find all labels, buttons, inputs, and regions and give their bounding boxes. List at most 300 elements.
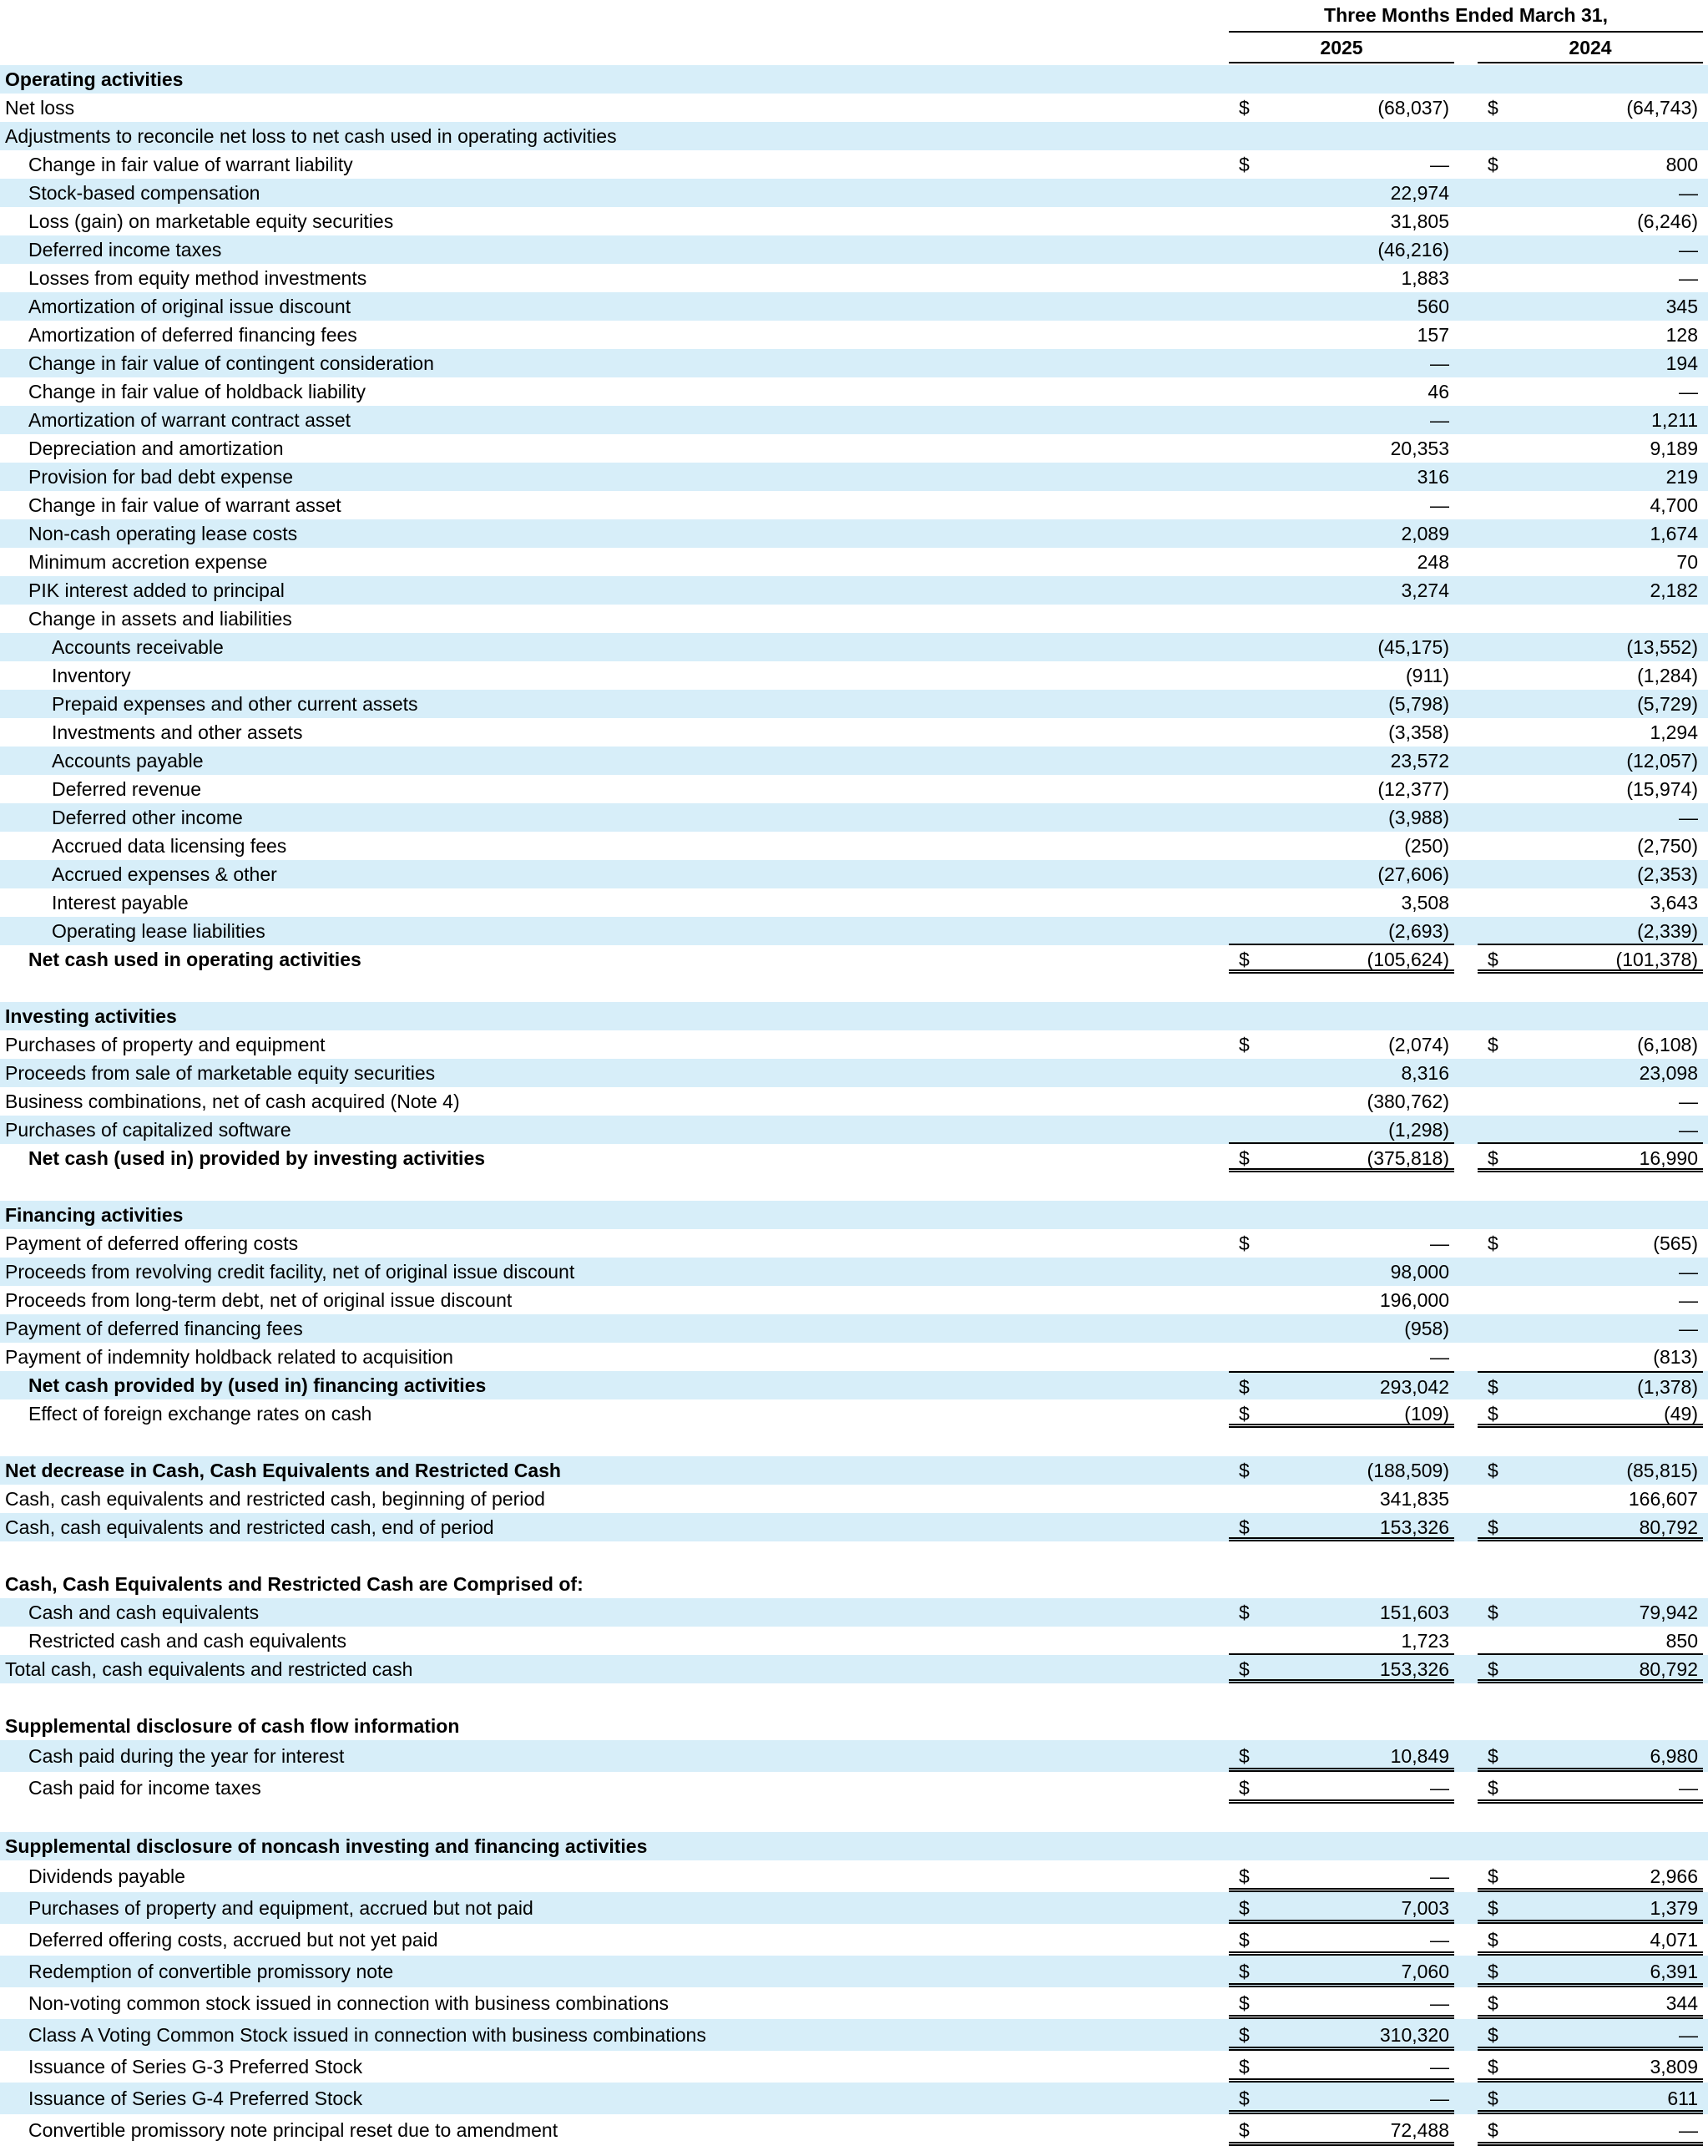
amount-value: 1,883 — [1401, 267, 1449, 289]
amount-value: 293,042 — [1379, 1376, 1449, 1398]
currency-symbol: $ — [1488, 97, 1498, 119]
amount-value: (2,074) — [1388, 1034, 1449, 1055]
row-label: Interest payable — [52, 892, 189, 914]
table-row — [0, 576, 1708, 605]
row-label: Redemption of convertible promissory note — [28, 1961, 394, 1982]
currency-symbol: $ — [1488, 1992, 1498, 2014]
value-2024-cell — [1478, 207, 1703, 235]
amount-value: — — [1679, 239, 1698, 261]
amount-value: (5,729) — [1637, 693, 1698, 715]
row-label: Change in fair value of warrant asset — [28, 494, 341, 516]
table-row — [0, 94, 1708, 122]
table-row — [0, 150, 1708, 179]
row-label: Provision for bad debt expense — [28, 466, 294, 488]
row-label: Investing activities — [5, 1005, 177, 1027]
table-row — [0, 1987, 1708, 2019]
amount-value: — — [1679, 267, 1698, 289]
value-2025-cell — [1229, 1371, 1454, 1399]
value-2025-cell — [1229, 775, 1454, 803]
amount-value: 219 — [1665, 466, 1698, 488]
amount-value: 1,674 — [1650, 523, 1698, 544]
table-row — [0, 1030, 1708, 1059]
table-row — [0, 292, 1708, 321]
amount-value: 6,391 — [1650, 1961, 1698, 1982]
row-label: Loss (gain) on marketable equity securities — [28, 210, 394, 232]
table-row — [0, 463, 1708, 491]
value-2025-cell — [1229, 1740, 1454, 1772]
value-2025-cell — [1229, 1087, 1454, 1116]
table-row — [0, 633, 1708, 661]
row-label: Supplemental disclosure of cash flow information — [5, 1715, 460, 1737]
currency-symbol: $ — [1488, 1929, 1498, 1951]
row-label: Change in assets and liabilities — [28, 608, 292, 630]
row-label: Investments and other assets — [52, 721, 303, 743]
table-row — [0, 321, 1708, 349]
amount-value: (2,339) — [1637, 920, 1698, 942]
spacer-row — [0, 974, 1708, 1002]
value-2025-cell — [1229, 264, 1454, 292]
value-2024-cell — [1478, 150, 1703, 179]
value-2025-cell — [1229, 1987, 1454, 2019]
value-2025-cell — [1229, 1314, 1454, 1343]
row-label: Cash, Cash Equivalents and Restricted Cash are Comprised of: — [5, 1573, 584, 1595]
value-2024-cell — [1478, 1892, 1703, 1924]
amount-value: 1,723 — [1401, 1630, 1449, 1652]
amount-value: — — [1430, 2088, 1449, 2109]
value-2024-cell — [1478, 491, 1703, 519]
value-2025-cell — [1229, 1772, 1454, 1804]
table-row — [0, 1598, 1708, 1627]
currency-symbol: $ — [1239, 97, 1250, 119]
amount-value: (5,798) — [1388, 693, 1449, 715]
amount-value: (375,818) — [1367, 1147, 1449, 1169]
row-label: Convertible promissory note principal reset due to amendment — [28, 2119, 558, 2141]
value-2025-cell — [1229, 690, 1454, 718]
table-row — [0, 1144, 1708, 1172]
row-label: Cash, cash equivalents and restricted cash, beginning of period — [5, 1488, 545, 1510]
amount-value: — — [1430, 1992, 1449, 2014]
amount-value: — — [1679, 1091, 1698, 1112]
row-label: Accounts payable — [52, 750, 204, 772]
section-heading-row — [0, 65, 1708, 94]
table-row — [0, 491, 1708, 519]
table-row — [0, 434, 1708, 463]
amount-value: (46,216) — [1377, 239, 1449, 261]
currency-symbol: $ — [1488, 1658, 1498, 1680]
value-2025-cell — [1229, 207, 1454, 235]
value-2024-cell — [1478, 888, 1703, 917]
value-2024-cell — [1478, 1772, 1703, 1804]
amount-value: 2,182 — [1650, 579, 1698, 601]
row-label: Total cash, cash equivalents and restricted cash — [5, 1658, 413, 1680]
value-2025-cell — [1229, 406, 1454, 434]
amount-value: 194 — [1665, 352, 1698, 374]
value-2025-cell — [1229, 661, 1454, 690]
row-label: Cash paid during the year for interest — [28, 1745, 345, 1767]
value-2025-cell — [1229, 1956, 1454, 1987]
amount-value: 153,326 — [1379, 1516, 1449, 1538]
value-2024-cell — [1478, 690, 1703, 718]
amount-value: 98,000 — [1390, 1261, 1449, 1283]
value-2025-cell — [1229, 832, 1454, 860]
amount-value: 1,379 — [1650, 1897, 1698, 1919]
currency-symbol: $ — [1239, 1745, 1250, 1767]
amount-value: 341,835 — [1379, 1488, 1449, 1510]
row-label: Amortization of deferred financing fees — [28, 324, 357, 346]
amount-value: 1,294 — [1650, 721, 1698, 743]
row-label: Change in fair value of contingent consideration — [28, 352, 434, 374]
amount-value: 23,098 — [1639, 1062, 1698, 1084]
amount-value: 1,211 — [1651, 409, 1698, 431]
section-heading-row — [0, 1832, 1708, 1860]
row-label: Purchases of property and equipment, accrued but not paid — [28, 1897, 533, 1919]
row-label: Issuance of Series G-4 Preferred Stock — [28, 2088, 363, 2109]
table-row — [0, 1286, 1708, 1314]
amount-value: 10,849 — [1390, 1745, 1449, 1767]
amount-value: 8,316 — [1401, 1062, 1449, 1084]
amount-value: 151,603 — [1379, 1602, 1449, 1623]
table-row — [0, 1892, 1708, 1924]
year-2025-heading: 2025 — [1320, 37, 1363, 58]
row-label: Change in fair value of warrant liability — [28, 154, 353, 175]
value-2025-cell — [1229, 463, 1454, 491]
value-2025-cell — [1229, 1655, 1454, 1683]
row-label: Cash paid for income taxes — [28, 1777, 261, 1799]
value-2024-cell — [1478, 2083, 1703, 2114]
value-2025-cell — [1229, 1399, 1454, 1428]
currency-symbol: $ — [1239, 1403, 1250, 1425]
value-2024-cell — [1478, 1987, 1703, 2019]
amount-value: (13,552) — [1626, 636, 1698, 658]
row-label: Minimum accretion expense — [28, 551, 268, 573]
amount-value: 3,508 — [1401, 892, 1449, 914]
currency-symbol: $ — [1239, 1929, 1250, 1951]
table-row — [0, 235, 1708, 264]
table-row — [0, 377, 1708, 406]
value-2024-cell — [1478, 235, 1703, 264]
value-2025-cell — [1229, 2019, 1454, 2051]
value-2024-cell — [1478, 2114, 1703, 2146]
amount-value: (3,358) — [1388, 721, 1449, 743]
currency-symbol: $ — [1488, 1034, 1498, 1055]
row-label: Amortization of warrant contract asset — [28, 409, 351, 431]
value-2024-cell — [1478, 1229, 1703, 1258]
amount-value: 46 — [1428, 381, 1449, 402]
row-label: Purchases of capitalized software — [5, 1119, 291, 1141]
value-2024-cell — [1478, 1371, 1703, 1399]
table-row — [0, 605, 1708, 633]
value-2025-cell — [1229, 349, 1454, 377]
value-2025-cell — [1229, 2051, 1454, 2083]
currency-symbol: $ — [1488, 2119, 1498, 2141]
currency-symbol: $ — [1239, 1865, 1250, 1887]
amount-value: (1,284) — [1637, 665, 1698, 686]
table-row — [0, 1456, 1708, 1485]
value-2024-cell — [1478, 633, 1703, 661]
spacer-row — [0, 1541, 1708, 1570]
value-2025-cell — [1229, 1860, 1454, 1892]
amount-value: (15,974) — [1626, 778, 1698, 800]
amount-value: 9,189 — [1650, 438, 1698, 459]
value-2025-cell — [1229, 94, 1454, 122]
amount-value: 166,607 — [1628, 1488, 1698, 1510]
value-2025-cell — [1229, 1456, 1454, 1485]
table-row — [0, 1772, 1708, 1804]
value-2025-cell — [1229, 576, 1454, 605]
currency-symbol: $ — [1488, 1403, 1498, 1425]
value-2024-cell — [1478, 1059, 1703, 1087]
value-2024-cell — [1478, 1740, 1703, 1772]
row-label: Deferred other income — [52, 807, 243, 828]
value-2024-cell — [1478, 548, 1703, 576]
value-2024-cell — [1478, 377, 1703, 406]
table-row — [0, 1740, 1708, 1772]
period-heading: Three Months Ended March 31, — [1324, 4, 1608, 26]
row-label: Non-voting common stock issued in connection with business combinations — [28, 1992, 670, 2014]
row-label: Non-cash operating lease costs — [28, 523, 298, 544]
amount-value: (3,988) — [1388, 807, 1449, 828]
amount-value: — — [1430, 1777, 1449, 1799]
amount-value: 800 — [1665, 154, 1698, 175]
amount-value: 7,003 — [1401, 1897, 1449, 1919]
amount-value: (565) — [1653, 1232, 1698, 1254]
amount-value: — — [1679, 2119, 1698, 2141]
amount-value: (250) — [1404, 835, 1449, 857]
row-label: Depreciation and amortization — [28, 438, 284, 459]
amount-value: 850 — [1665, 1630, 1698, 1652]
table-row — [0, 888, 1708, 917]
amount-value: — — [1430, 409, 1449, 431]
section-heading-row — [0, 1712, 1708, 1740]
spacer-row — [0, 1683, 1708, 1712]
table-row — [0, 1627, 1708, 1655]
currency-symbol: $ — [1488, 1961, 1498, 1982]
amount-value: 16,990 — [1639, 1147, 1698, 1169]
currency-symbol: $ — [1488, 1777, 1498, 1799]
value-2025-cell — [1229, 377, 1454, 406]
currency-symbol: $ — [1239, 1147, 1250, 1169]
row-label: Operating activities — [5, 68, 184, 90]
value-2024-cell — [1478, 747, 1703, 775]
currency-symbol: $ — [1239, 2088, 1250, 2109]
value-2024-cell — [1478, 1485, 1703, 1513]
amount-value: (12,377) — [1377, 778, 1449, 800]
value-2024-cell — [1478, 1956, 1703, 1987]
value-2025-cell — [1229, 1144, 1454, 1172]
value-2025-cell — [1229, 945, 1454, 974]
spacer-row — [0, 1804, 1708, 1832]
value-2025-cell — [1229, 321, 1454, 349]
currency-symbol: $ — [1488, 2056, 1498, 2078]
value-2024-cell — [1478, 1598, 1703, 1627]
table-row — [0, 832, 1708, 860]
value-2025-cell — [1229, 1059, 1454, 1087]
amount-value: (188,509) — [1367, 1460, 1449, 1481]
value-2024-cell — [1478, 434, 1703, 463]
value-2024-cell — [1478, 1286, 1703, 1314]
row-label: Change in fair value of holdback liability — [28, 381, 366, 402]
section-heading-row — [0, 1570, 1708, 1598]
value-2025-cell — [1229, 747, 1454, 775]
value-2025-cell — [1229, 179, 1454, 207]
table-row — [0, 1860, 1708, 1892]
value-2024-cell — [1478, 1513, 1703, 1541]
amount-value: 72,488 — [1390, 2119, 1449, 2141]
row-label: Net decrease in Cash, Cash Equivalents and Restricted Cash — [5, 1460, 561, 1481]
amount-value: (6,108) — [1637, 1034, 1698, 1055]
amount-value: 6,980 — [1650, 1745, 1698, 1767]
table-row — [0, 1087, 1708, 1116]
table-row — [0, 548, 1708, 576]
value-2025-cell — [1229, 1924, 1454, 1956]
amount-value: — — [1430, 2056, 1449, 2078]
amount-value: (2,693) — [1388, 920, 1449, 942]
table-row — [0, 2083, 1708, 2114]
currency-symbol: $ — [1488, 2088, 1498, 2109]
value-2024-cell — [1478, 1343, 1703, 1371]
amount-value: — — [1430, 1929, 1449, 1951]
currency-symbol: $ — [1239, 1232, 1250, 1254]
row-label: Accrued expenses & other — [52, 863, 277, 885]
spacer-row — [0, 1428, 1708, 1456]
value-2024-cell — [1478, 775, 1703, 803]
value-2025-cell — [1229, 1513, 1454, 1541]
table-row — [0, 1258, 1708, 1286]
value-2024-cell — [1478, 1860, 1703, 1892]
value-2024-cell — [1478, 519, 1703, 548]
row-label: Accounts receivable — [52, 636, 224, 658]
value-2025-cell — [1229, 434, 1454, 463]
value-2025-cell — [1229, 1485, 1454, 1513]
amount-value: 2,089 — [1401, 523, 1449, 544]
table-row — [0, 179, 1708, 207]
row-label: PIK interest added to principal — [28, 579, 285, 601]
value-2025-cell — [1229, 1343, 1454, 1371]
amount-value: — — [1679, 1119, 1698, 1141]
value-2024-cell — [1478, 1399, 1703, 1428]
value-2024-cell — [1478, 2051, 1703, 2083]
amount-value: 31,805 — [1390, 210, 1449, 232]
row-label: Deferred income taxes — [28, 239, 222, 261]
value-2025-cell — [1229, 1598, 1454, 1627]
amount-value: (109) — [1404, 1403, 1449, 1425]
currency-symbol: $ — [1488, 1897, 1498, 1919]
currency-symbol: $ — [1488, 1376, 1498, 1398]
row-label: Proceeds from sale of marketable equity securities — [5, 1062, 436, 1084]
currency-symbol: $ — [1488, 1865, 1498, 1887]
currency-symbol: $ — [1239, 1034, 1250, 1055]
row-label: Net cash (used in) provided by investing activities — [28, 1147, 486, 1169]
row-label: Adjustments to reconcile net loss to net cash used in operating activities — [5, 125, 617, 147]
row-label: Purchases of property and equipment — [5, 1034, 326, 1055]
table-row — [0, 1116, 1708, 1144]
currency-symbol: $ — [1239, 1897, 1250, 1919]
value-2025-cell — [1229, 292, 1454, 321]
row-label: Class A Voting Common Stock issued in connection with business combinations — [28, 2024, 706, 2046]
table-row — [0, 1059, 1708, 1087]
value-2024-cell — [1478, 292, 1703, 321]
amount-value: 22,974 — [1390, 182, 1449, 204]
table-row — [0, 2019, 1708, 2051]
table-row — [0, 519, 1708, 548]
spacer-row — [0, 1172, 1708, 1201]
row-label: Cash and cash equivalents — [28, 1602, 260, 1623]
table-row — [0, 775, 1708, 803]
value-2024-cell — [1478, 803, 1703, 832]
table-row — [0, 1513, 1708, 1541]
amount-value: — — [1430, 1346, 1449, 1368]
amount-value: (105,624) — [1367, 949, 1449, 970]
row-label: Issuance of Series G-3 Preferred Stock — [28, 2056, 363, 2078]
row-label: Deferred revenue — [52, 778, 201, 800]
amount-value: 79,942 — [1639, 1602, 1698, 1623]
row-label: Payment of indemnity holdback related to acquisition — [5, 1346, 453, 1368]
row-label: Business combinations, net of cash acquired (Note 4) — [5, 1091, 460, 1112]
section-heading-row — [0, 1201, 1708, 1229]
amount-value: 7,060 — [1401, 1961, 1449, 1982]
amount-value: 4,071 — [1650, 1929, 1698, 1951]
amount-value: — — [1430, 1232, 1449, 1254]
amount-value: — — [1679, 807, 1698, 828]
value-2024-cell — [1478, 1030, 1703, 1059]
currency-symbol: $ — [1239, 1961, 1250, 1982]
currency-symbol: $ — [1239, 1992, 1250, 2014]
row-label: Restricted cash and cash equivalents — [28, 1630, 346, 1652]
amount-value: (813) — [1653, 1346, 1698, 1368]
table-row — [0, 1924, 1708, 1956]
amount-value: 344 — [1665, 1992, 1698, 2014]
row-label: Amortization of original issue discount — [28, 296, 351, 317]
year-2024-rule — [1478, 62, 1703, 63]
currency-symbol: $ — [1488, 1745, 1498, 1767]
value-2024-cell — [1478, 406, 1703, 434]
year-2025-rule — [1229, 62, 1454, 63]
value-2024-cell — [1478, 321, 1703, 349]
table-row — [0, 2051, 1708, 2083]
table-row — [0, 945, 1708, 974]
amount-value: (68,037) — [1377, 97, 1449, 119]
value-2025-cell — [1229, 519, 1454, 548]
currency-symbol: $ — [1488, 1602, 1498, 1623]
amount-value: 153,326 — [1379, 1658, 1449, 1680]
amount-value: (1,378) — [1637, 1376, 1698, 1398]
section-heading-row — [0, 1002, 1708, 1030]
value-2025-cell — [1229, 1030, 1454, 1059]
value-2024-cell — [1478, 2019, 1703, 2051]
amount-value: — — [1430, 154, 1449, 175]
cash-flow-statement-table — [0, 65, 1708, 2146]
value-2024-cell — [1478, 264, 1703, 292]
amount-value: — — [1679, 381, 1698, 402]
value-2024-cell — [1478, 945, 1703, 974]
row-label: Operating lease liabilities — [52, 920, 265, 942]
currency-symbol: $ — [1488, 2024, 1498, 2046]
amount-value: 70 — [1676, 551, 1698, 573]
value-2025-cell — [1229, 1286, 1454, 1314]
value-2024-cell — [1478, 860, 1703, 888]
amount-value: (1,298) — [1388, 1119, 1449, 1141]
amount-value: — — [1430, 352, 1449, 374]
row-label: Supplemental disclosure of noncash investing and financing activities — [5, 1835, 648, 1857]
value-2025-cell — [1229, 803, 1454, 832]
table-row — [0, 747, 1708, 775]
table-row — [0, 1485, 1708, 1513]
table-row — [0, 406, 1708, 434]
value-2025-cell — [1229, 633, 1454, 661]
row-label: Net cash used in operating activities — [28, 949, 361, 970]
amount-value: (911) — [1406, 665, 1449, 686]
amount-value: — — [1679, 1261, 1698, 1283]
